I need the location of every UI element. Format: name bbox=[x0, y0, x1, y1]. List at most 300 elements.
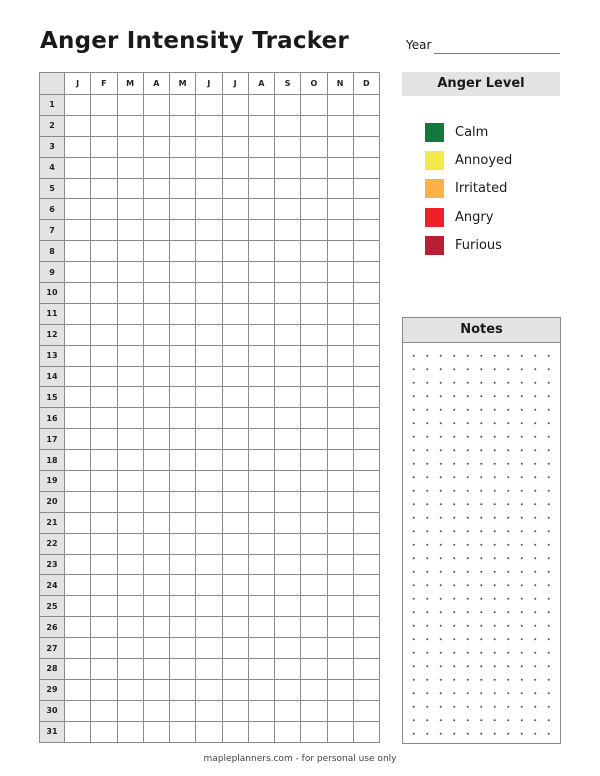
tracker-cell[interactable] bbox=[196, 491, 222, 512]
tracker-cell[interactable] bbox=[143, 700, 169, 721]
tracker-cell[interactable] bbox=[222, 471, 248, 492]
tracker-cell[interactable] bbox=[275, 157, 301, 178]
tracker-cell[interactable] bbox=[222, 115, 248, 136]
tracker-cell[interactable] bbox=[353, 199, 379, 220]
tracker-cell[interactable] bbox=[327, 220, 353, 241]
tracker-cell[interactable] bbox=[248, 721, 274, 742]
tracker-cell[interactable] bbox=[143, 617, 169, 638]
tracker-cell[interactable] bbox=[196, 387, 222, 408]
tracker-cell[interactable] bbox=[65, 262, 91, 283]
tracker-cell[interactable] bbox=[170, 638, 196, 659]
tracker-cell[interactable] bbox=[275, 241, 301, 262]
tracker-cell[interactable] bbox=[275, 95, 301, 116]
tracker-cell[interactable] bbox=[143, 324, 169, 345]
tracker-cell[interactable] bbox=[143, 178, 169, 199]
tracker-cell[interactable] bbox=[248, 178, 274, 199]
tracker-cell[interactable] bbox=[91, 512, 117, 533]
tracker-cell[interactable] bbox=[301, 450, 327, 471]
tracker-cell[interactable] bbox=[248, 345, 274, 366]
tracker-cell[interactable] bbox=[222, 638, 248, 659]
tracker-cell[interactable] bbox=[65, 638, 91, 659]
tracker-cell[interactable] bbox=[222, 199, 248, 220]
tracker-cell[interactable] bbox=[65, 220, 91, 241]
tracker-cell[interactable] bbox=[196, 575, 222, 596]
tracker-cell[interactable] bbox=[170, 345, 196, 366]
tracker-cell[interactable] bbox=[65, 533, 91, 554]
tracker-cell[interactable] bbox=[196, 366, 222, 387]
tracker-cell[interactable] bbox=[117, 115, 143, 136]
tracker-cell[interactable] bbox=[248, 387, 274, 408]
tracker-cell[interactable] bbox=[301, 136, 327, 157]
tracker-cell[interactable] bbox=[275, 283, 301, 304]
tracker-cell[interactable] bbox=[327, 303, 353, 324]
tracker-cell[interactable] bbox=[248, 262, 274, 283]
tracker-cell[interactable] bbox=[353, 512, 379, 533]
tracker-cell[interactable] bbox=[327, 721, 353, 742]
tracker-cell[interactable] bbox=[222, 491, 248, 512]
tracker-cell[interactable] bbox=[301, 115, 327, 136]
tracker-cell[interactable] bbox=[222, 220, 248, 241]
tracker-cell[interactable] bbox=[353, 220, 379, 241]
tracker-cell[interactable] bbox=[327, 283, 353, 304]
tracker-cell[interactable] bbox=[117, 679, 143, 700]
tracker-cell[interactable] bbox=[353, 115, 379, 136]
tracker-cell[interactable] bbox=[117, 659, 143, 680]
tracker-cell[interactable] bbox=[117, 178, 143, 199]
tracker-cell[interactable] bbox=[353, 721, 379, 742]
tracker-cell[interactable] bbox=[301, 659, 327, 680]
tracker-cell[interactable] bbox=[327, 241, 353, 262]
tracker-cell[interactable] bbox=[327, 450, 353, 471]
tracker-cell[interactable] bbox=[91, 220, 117, 241]
tracker-cell[interactable] bbox=[143, 554, 169, 575]
tracker-cell[interactable] bbox=[170, 491, 196, 512]
tracker-cell[interactable] bbox=[196, 157, 222, 178]
tracker-cell[interactable] bbox=[143, 241, 169, 262]
tracker-cell[interactable] bbox=[196, 283, 222, 304]
tracker-cell[interactable] bbox=[65, 324, 91, 345]
tracker-cell[interactable] bbox=[275, 491, 301, 512]
tracker-cell[interactable] bbox=[196, 408, 222, 429]
tracker-cell[interactable] bbox=[91, 617, 117, 638]
tracker-cell[interactable] bbox=[353, 659, 379, 680]
tracker-cell[interactable] bbox=[301, 429, 327, 450]
tracker-cell[interactable] bbox=[170, 262, 196, 283]
tracker-cell[interactable] bbox=[91, 366, 117, 387]
tracker-cell[interactable] bbox=[170, 596, 196, 617]
tracker-cell[interactable] bbox=[301, 95, 327, 116]
tracker-cell[interactable] bbox=[222, 429, 248, 450]
tracker-cell[interactable] bbox=[301, 721, 327, 742]
tracker-cell[interactable] bbox=[275, 638, 301, 659]
tracker-cell[interactable] bbox=[327, 596, 353, 617]
tracker-cell[interactable] bbox=[327, 554, 353, 575]
tracker-cell[interactable] bbox=[301, 575, 327, 596]
tracker-cell[interactable] bbox=[248, 617, 274, 638]
tracker-cell[interactable] bbox=[222, 157, 248, 178]
tracker-cell[interactable] bbox=[91, 491, 117, 512]
tracker-cell[interactable] bbox=[143, 512, 169, 533]
tracker-cell[interactable] bbox=[91, 387, 117, 408]
tracker-cell[interactable] bbox=[117, 387, 143, 408]
tracker-cell[interactable] bbox=[327, 324, 353, 345]
tracker-cell[interactable] bbox=[143, 575, 169, 596]
tracker-cell[interactable] bbox=[196, 220, 222, 241]
tracker-cell[interactable] bbox=[117, 95, 143, 116]
tracker-cell[interactable] bbox=[353, 387, 379, 408]
tracker-cell[interactable] bbox=[222, 95, 248, 116]
tracker-cell[interactable] bbox=[248, 450, 274, 471]
tracker-cell[interactable] bbox=[91, 596, 117, 617]
tracker-cell[interactable] bbox=[222, 303, 248, 324]
tracker-cell[interactable] bbox=[143, 491, 169, 512]
tracker-cell[interactable] bbox=[91, 638, 117, 659]
tracker-cell[interactable] bbox=[353, 408, 379, 429]
tracker-cell[interactable] bbox=[196, 533, 222, 554]
tracker-cell[interactable] bbox=[327, 366, 353, 387]
tracker-cell[interactable] bbox=[222, 136, 248, 157]
tracker-cell[interactable] bbox=[117, 512, 143, 533]
tracker-cell[interactable] bbox=[327, 471, 353, 492]
tracker-cell[interactable] bbox=[91, 575, 117, 596]
tracker-cell[interactable] bbox=[248, 283, 274, 304]
tracker-cell[interactable] bbox=[248, 220, 274, 241]
tracker-cell[interactable] bbox=[301, 345, 327, 366]
tracker-cell[interactable] bbox=[222, 241, 248, 262]
tracker-cell[interactable] bbox=[196, 95, 222, 116]
tracker-cell[interactable] bbox=[170, 366, 196, 387]
tracker-cell[interactable] bbox=[143, 262, 169, 283]
tracker-cell[interactable] bbox=[248, 366, 274, 387]
tracker-cell[interactable] bbox=[353, 575, 379, 596]
tracker-cell[interactable] bbox=[327, 157, 353, 178]
tracker-cell[interactable] bbox=[248, 241, 274, 262]
tracker-cell[interactable] bbox=[353, 283, 379, 304]
tracker-cell[interactable] bbox=[170, 533, 196, 554]
tracker-cell[interactable] bbox=[353, 491, 379, 512]
tracker-cell[interactable] bbox=[353, 136, 379, 157]
tracker-cell[interactable] bbox=[196, 324, 222, 345]
tracker-cell[interactable] bbox=[301, 638, 327, 659]
tracker-cell[interactable] bbox=[65, 199, 91, 220]
tracker-cell[interactable] bbox=[65, 303, 91, 324]
tracker-cell[interactable] bbox=[222, 283, 248, 304]
tracker-cell[interactable] bbox=[117, 366, 143, 387]
tracker-cell[interactable] bbox=[275, 450, 301, 471]
tracker-cell[interactable] bbox=[196, 429, 222, 450]
tracker-cell[interactable] bbox=[196, 617, 222, 638]
tracker-cell[interactable] bbox=[248, 157, 274, 178]
tracker-cell[interactable] bbox=[196, 199, 222, 220]
tracker-cell[interactable] bbox=[222, 617, 248, 638]
tracker-cell[interactable] bbox=[143, 387, 169, 408]
tracker-cell[interactable] bbox=[117, 533, 143, 554]
tracker-cell[interactable] bbox=[65, 115, 91, 136]
tracker-cell[interactable] bbox=[170, 324, 196, 345]
tracker-cell[interactable] bbox=[65, 387, 91, 408]
tracker-cell[interactable] bbox=[196, 700, 222, 721]
tracker-cell[interactable] bbox=[301, 366, 327, 387]
tracker-cell[interactable] bbox=[222, 575, 248, 596]
tracker-cell[interactable] bbox=[275, 533, 301, 554]
tracker-cell[interactable] bbox=[327, 262, 353, 283]
tracker-cell[interactable] bbox=[117, 157, 143, 178]
tracker-cell[interactable] bbox=[248, 199, 274, 220]
tracker-cell[interactable] bbox=[353, 345, 379, 366]
tracker-cell[interactable] bbox=[301, 324, 327, 345]
tracker-cell[interactable] bbox=[275, 512, 301, 533]
tracker-cell[interactable] bbox=[143, 95, 169, 116]
tracker-cell[interactable] bbox=[222, 345, 248, 366]
tracker-cell[interactable] bbox=[301, 199, 327, 220]
tracker-cell[interactable] bbox=[65, 408, 91, 429]
tracker-cell[interactable] bbox=[91, 136, 117, 157]
tracker-cell[interactable] bbox=[353, 596, 379, 617]
tracker-cell[interactable] bbox=[117, 220, 143, 241]
tracker-cell[interactable] bbox=[353, 617, 379, 638]
tracker-cell[interactable] bbox=[327, 115, 353, 136]
tracker-cell[interactable] bbox=[275, 659, 301, 680]
tracker-cell[interactable] bbox=[248, 659, 274, 680]
tracker-cell[interactable] bbox=[301, 512, 327, 533]
tracker-cell[interactable] bbox=[353, 262, 379, 283]
tracker-cell[interactable] bbox=[301, 491, 327, 512]
tracker-cell[interactable] bbox=[275, 220, 301, 241]
tracker-cell[interactable] bbox=[65, 491, 91, 512]
tracker-cell[interactable] bbox=[301, 596, 327, 617]
tracker-cell[interactable] bbox=[170, 659, 196, 680]
tracker-cell[interactable] bbox=[117, 241, 143, 262]
tracker-cell[interactable] bbox=[196, 262, 222, 283]
tracker-cell[interactable] bbox=[143, 450, 169, 471]
tracker-cell[interactable] bbox=[91, 199, 117, 220]
tracker-cell[interactable] bbox=[353, 303, 379, 324]
tracker-cell[interactable] bbox=[170, 283, 196, 304]
tracker-cell[interactable] bbox=[91, 659, 117, 680]
tracker-cell[interactable] bbox=[327, 429, 353, 450]
tracker-cell[interactable] bbox=[65, 700, 91, 721]
tracker-cell[interactable] bbox=[91, 115, 117, 136]
tracker-cell[interactable] bbox=[65, 345, 91, 366]
tracker-cell[interactable] bbox=[117, 450, 143, 471]
tracker-cell[interactable] bbox=[196, 345, 222, 366]
tracker-cell[interactable] bbox=[327, 95, 353, 116]
tracker-cell[interactable] bbox=[222, 262, 248, 283]
tracker-cell[interactable] bbox=[170, 512, 196, 533]
tracker-cell[interactable] bbox=[196, 679, 222, 700]
tracker-cell[interactable] bbox=[196, 721, 222, 742]
tracker-cell[interactable] bbox=[196, 596, 222, 617]
tracker-cell[interactable] bbox=[143, 199, 169, 220]
tracker-cell[interactable] bbox=[222, 387, 248, 408]
tracker-cell[interactable] bbox=[91, 283, 117, 304]
tracker-cell[interactable] bbox=[327, 659, 353, 680]
tracker-cell[interactable] bbox=[170, 471, 196, 492]
tracker-cell[interactable] bbox=[117, 471, 143, 492]
tracker-cell[interactable] bbox=[275, 679, 301, 700]
tracker-cell[interactable] bbox=[275, 721, 301, 742]
tracker-cell[interactable] bbox=[222, 679, 248, 700]
tracker-cell[interactable] bbox=[222, 512, 248, 533]
tracker-cell[interactable] bbox=[301, 283, 327, 304]
tracker-cell[interactable] bbox=[222, 554, 248, 575]
tracker-cell[interactable] bbox=[143, 303, 169, 324]
tracker-cell[interactable] bbox=[117, 199, 143, 220]
tracker-cell[interactable] bbox=[301, 303, 327, 324]
tracker-cell[interactable] bbox=[301, 554, 327, 575]
tracker-cell[interactable] bbox=[327, 345, 353, 366]
year-input-line[interactable] bbox=[434, 53, 560, 54]
tracker-cell[interactable] bbox=[275, 554, 301, 575]
tracker-cell[interactable] bbox=[248, 512, 274, 533]
tracker-cell[interactable] bbox=[222, 700, 248, 721]
tracker-cell[interactable] bbox=[248, 95, 274, 116]
tracker-cell[interactable] bbox=[275, 345, 301, 366]
tracker-cell[interactable] bbox=[222, 408, 248, 429]
tracker-cell[interactable] bbox=[170, 700, 196, 721]
tracker-cell[interactable] bbox=[91, 721, 117, 742]
tracker-cell[interactable] bbox=[170, 157, 196, 178]
tracker-cell[interactable] bbox=[248, 491, 274, 512]
tracker-cell[interactable] bbox=[170, 178, 196, 199]
tracker-cell[interactable] bbox=[91, 303, 117, 324]
tracker-cell[interactable] bbox=[170, 303, 196, 324]
tracker-cell[interactable] bbox=[170, 575, 196, 596]
tracker-cell[interactable] bbox=[65, 450, 91, 471]
tracker-cell[interactable] bbox=[91, 471, 117, 492]
tracker-cell[interactable] bbox=[170, 554, 196, 575]
tracker-cell[interactable] bbox=[275, 366, 301, 387]
tracker-cell[interactable] bbox=[65, 241, 91, 262]
tracker-cell[interactable] bbox=[196, 136, 222, 157]
tracker-cell[interactable] bbox=[222, 596, 248, 617]
tracker-cell[interactable] bbox=[91, 554, 117, 575]
tracker-cell[interactable] bbox=[170, 199, 196, 220]
tracker-cell[interactable] bbox=[327, 491, 353, 512]
tracker-cell[interactable] bbox=[248, 533, 274, 554]
tracker-cell[interactable] bbox=[248, 679, 274, 700]
tracker-cell[interactable] bbox=[327, 199, 353, 220]
tracker-cell[interactable] bbox=[327, 575, 353, 596]
tracker-cell[interactable] bbox=[143, 157, 169, 178]
tracker-cell[interactable] bbox=[222, 659, 248, 680]
tracker-cell[interactable] bbox=[275, 700, 301, 721]
tracker-cell[interactable] bbox=[65, 366, 91, 387]
tracker-cell[interactable] bbox=[222, 178, 248, 199]
tracker-cell[interactable] bbox=[196, 450, 222, 471]
tracker-cell[interactable] bbox=[196, 659, 222, 680]
tracker-cell[interactable] bbox=[91, 408, 117, 429]
tracker-cell[interactable] bbox=[353, 471, 379, 492]
tracker-cell[interactable] bbox=[248, 136, 274, 157]
tracker-cell[interactable] bbox=[248, 303, 274, 324]
tracker-cell[interactable] bbox=[275, 387, 301, 408]
tracker-cell[interactable] bbox=[117, 596, 143, 617]
tracker-cell[interactable] bbox=[65, 95, 91, 116]
tracker-cell[interactable] bbox=[275, 178, 301, 199]
tracker-cell[interactable] bbox=[353, 450, 379, 471]
tracker-cell[interactable] bbox=[301, 241, 327, 262]
tracker-cell[interactable] bbox=[275, 324, 301, 345]
tracker-cell[interactable] bbox=[91, 533, 117, 554]
tracker-cell[interactable] bbox=[327, 700, 353, 721]
tracker-cell[interactable] bbox=[353, 679, 379, 700]
tracker-cell[interactable] bbox=[91, 95, 117, 116]
tracker-cell[interactable] bbox=[143, 345, 169, 366]
tracker-cell[interactable] bbox=[117, 491, 143, 512]
tracker-cell[interactable] bbox=[301, 157, 327, 178]
tracker-cell[interactable] bbox=[248, 638, 274, 659]
tracker-cell[interactable] bbox=[222, 450, 248, 471]
tracker-cell[interactable] bbox=[117, 262, 143, 283]
tracker-cell[interactable] bbox=[275, 408, 301, 429]
tracker-cell[interactable] bbox=[65, 157, 91, 178]
tracker-cell[interactable] bbox=[170, 679, 196, 700]
tracker-cell[interactable] bbox=[91, 178, 117, 199]
tracker-cell[interactable] bbox=[117, 345, 143, 366]
tracker-cell[interactable] bbox=[143, 429, 169, 450]
tracker-cell[interactable] bbox=[143, 679, 169, 700]
tracker-cell[interactable] bbox=[196, 638, 222, 659]
tracker-cell[interactable] bbox=[275, 617, 301, 638]
tracker-cell[interactable] bbox=[196, 471, 222, 492]
tracker-cell[interactable] bbox=[91, 679, 117, 700]
tracker-cell[interactable] bbox=[327, 178, 353, 199]
tracker-cell[interactable] bbox=[143, 638, 169, 659]
tracker-cell[interactable] bbox=[117, 324, 143, 345]
tracker-cell[interactable] bbox=[91, 241, 117, 262]
tracker-cell[interactable] bbox=[248, 554, 274, 575]
tracker-cell[interactable] bbox=[327, 638, 353, 659]
tracker-cell[interactable] bbox=[327, 387, 353, 408]
tracker-cell[interactable] bbox=[65, 283, 91, 304]
tracker-cell[interactable] bbox=[196, 512, 222, 533]
tracker-cell[interactable] bbox=[248, 324, 274, 345]
tracker-cell[interactable] bbox=[91, 157, 117, 178]
tracker-cell[interactable] bbox=[353, 157, 379, 178]
tracker-cell[interactable] bbox=[248, 700, 274, 721]
tracker-cell[interactable] bbox=[170, 408, 196, 429]
tracker-cell[interactable] bbox=[353, 429, 379, 450]
year-field[interactable] bbox=[406, 38, 560, 56]
tracker-cell[interactable] bbox=[117, 638, 143, 659]
tracker-cell[interactable] bbox=[301, 408, 327, 429]
tracker-cell[interactable] bbox=[170, 136, 196, 157]
tracker-cell[interactable] bbox=[117, 617, 143, 638]
tracker-cell[interactable] bbox=[170, 387, 196, 408]
tracker-cell[interactable] bbox=[301, 533, 327, 554]
tracker-cell[interactable] bbox=[248, 408, 274, 429]
tracker-cell[interactable] bbox=[301, 387, 327, 408]
tracker-cell[interactable] bbox=[117, 408, 143, 429]
tracker-cell[interactable] bbox=[143, 408, 169, 429]
tracker-cell[interactable] bbox=[248, 575, 274, 596]
tracker-cell[interactable] bbox=[143, 533, 169, 554]
tracker-cell[interactable] bbox=[170, 429, 196, 450]
tracker-cell[interactable] bbox=[143, 596, 169, 617]
tracker-cell[interactable] bbox=[143, 115, 169, 136]
tracker-cell[interactable] bbox=[65, 136, 91, 157]
tracker-cell[interactable] bbox=[143, 283, 169, 304]
tracker-cell[interactable] bbox=[275, 471, 301, 492]
tracker-cell[interactable] bbox=[65, 471, 91, 492]
tracker-cell[interactable] bbox=[275, 596, 301, 617]
tracker-cell[interactable] bbox=[65, 554, 91, 575]
tracker-cell[interactable] bbox=[117, 721, 143, 742]
tracker-cell[interactable] bbox=[275, 429, 301, 450]
tracker-cell[interactable] bbox=[248, 429, 274, 450]
tracker-cell[interactable] bbox=[327, 533, 353, 554]
